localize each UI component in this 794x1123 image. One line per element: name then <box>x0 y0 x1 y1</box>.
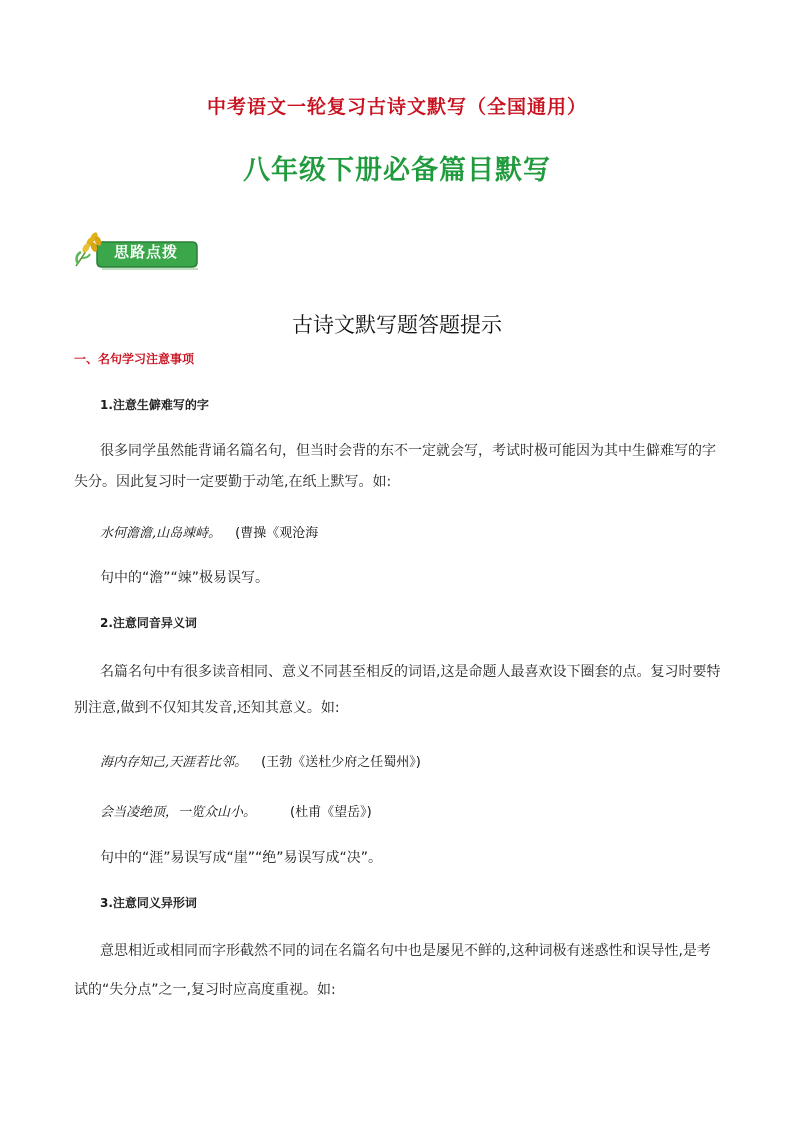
item-2-title: 2.注意同音异义词 <box>100 616 197 630</box>
item-2-quote-2 <box>100 801 372 820</box>
quote-source: (王勃《送杜少府之任蜀州》) <box>261 755 421 770</box>
badge-label: 思路点拨 <box>113 243 178 261</box>
item-2-note: 句中的“涯”易误写成“崖”“绝”易误写成“决”。 <box>100 850 383 866</box>
quote-text: 会当凌绝顶，一览众山小。 <box>100 805 257 820</box>
part-one-title: 一、名句学习注意事项 <box>74 352 195 366</box>
item-1-note: 句中的“澹”“竦”极易误写。 <box>100 570 270 586</box>
item-2-quote-1 <box>100 751 421 770</box>
item-2-paragraph-line-2: 别注意,做到不仅知其发音,还知其意义。如: <box>74 700 340 716</box>
item-3-title: 3.注意同义异形词 <box>100 896 197 910</box>
item-1-quote <box>100 522 318 541</box>
section-heading: 古诗文默写题答题提示 <box>292 313 502 337</box>
item-1-title: 1.注意生僻难写的字 <box>100 398 209 412</box>
document-title: 中考语文一轮复习古诗文默写（全国通用） <box>206 96 587 118</box>
item-3-paragraph-line-1: 意思相近或相同而字形截然不同的词在名篇名句中也是屡见不鲜的,这种词极有迷惑性和误导性,是考 <box>100 943 711 959</box>
quote-source: (杜甫《望岳》) <box>290 805 372 820</box>
item-1-paragraph-line-2: 失分。因此复习时一定要勤于动笔,在纸上默写。如: <box>74 474 392 490</box>
item-3-paragraph-line-2: 试的“失分点”之一,复习时应高度重视。如: <box>74 982 336 998</box>
document-subtitle: 八年级下册必备篇目默写 <box>243 155 551 186</box>
item-2-paragraph-line-1: 名篇名句中有很多读音相同、意义不同甚至相反的词语,这是命题人最喜欢设下圈套的点。复习时要特 <box>100 664 721 680</box>
quote-text: 水何澹澹,山岛竦峙。 <box>100 526 222 541</box>
quote-text: 海内存知己,天涯若比邻。 <box>100 755 248 770</box>
section-badge <box>72 228 202 272</box>
item-1-paragraph-line-1: 很多同学虽然能背诵名篇名句，但当时会背的东不一定就会写，考试时极可能因为其中生僻难写的字 <box>100 443 716 459</box>
quote-source: (曹操《观沧海 <box>235 526 319 541</box>
